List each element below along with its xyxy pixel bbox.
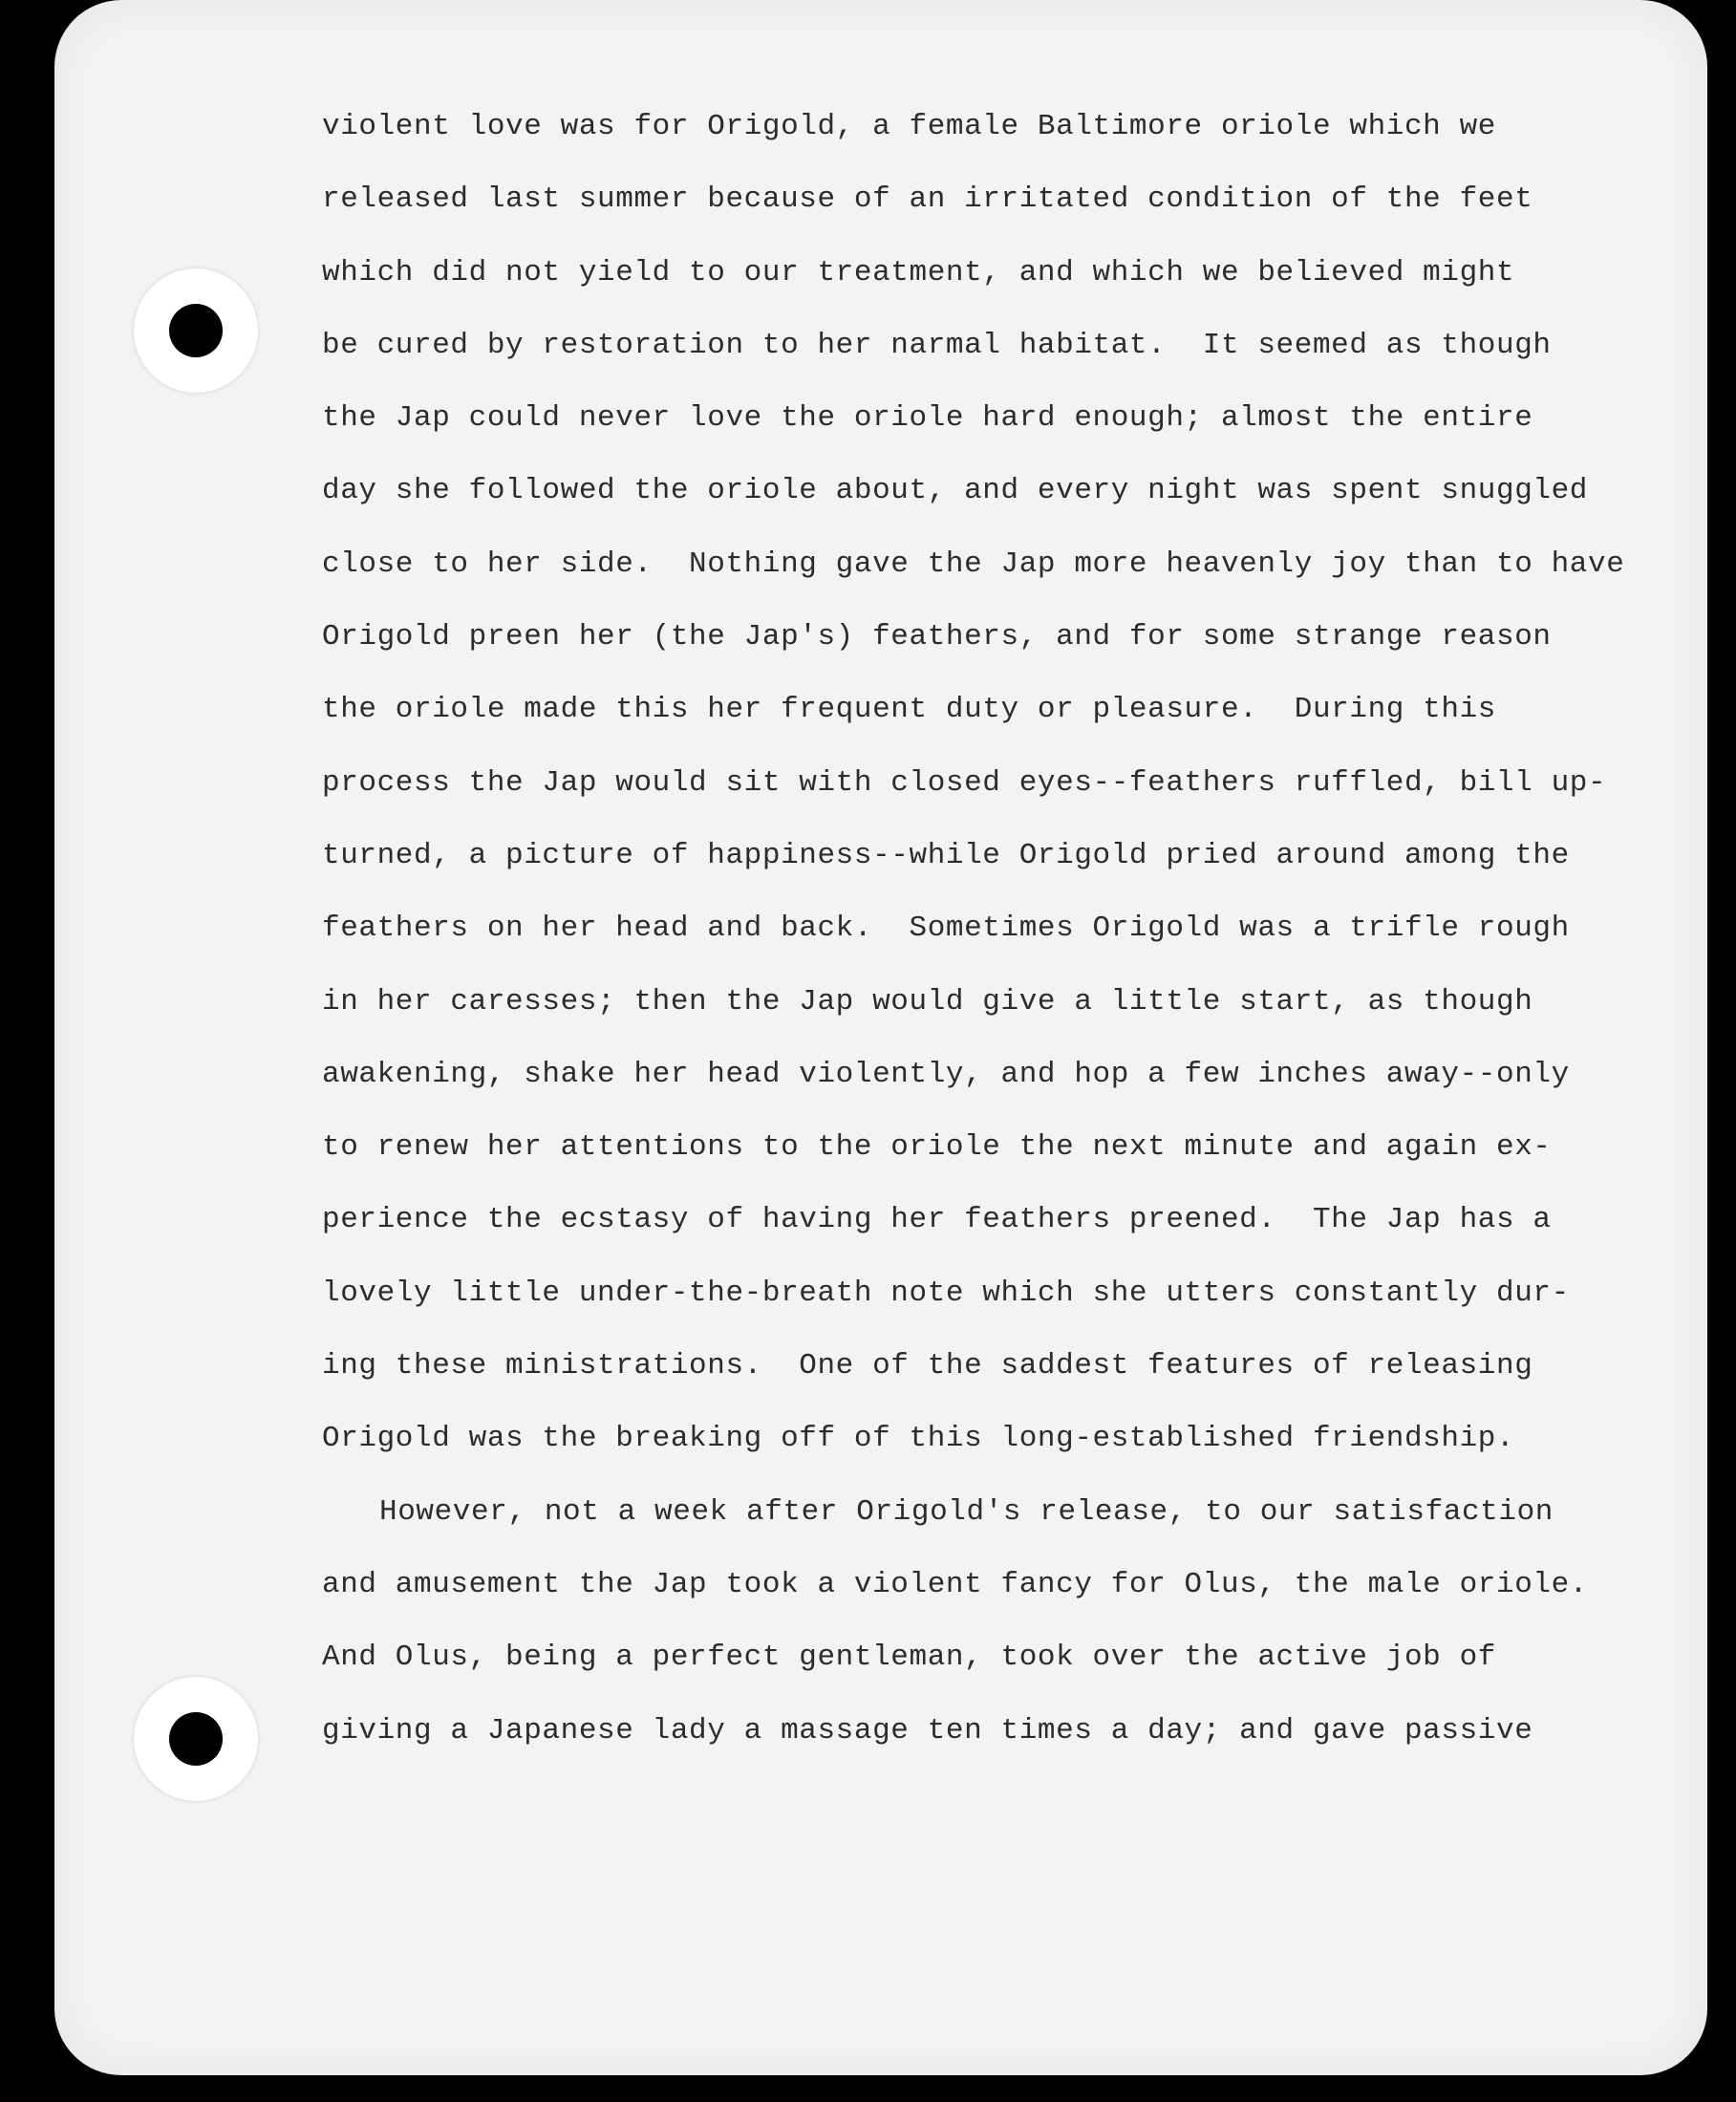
text-line: perience the ecstasy of having her feathers preened. The Jap has a — [322, 1203, 1552, 1237]
text-line: in her caresses; then the Jap would give a little start, as though — [322, 984, 1533, 1019]
text-line: And Olus, being a perfect gentleman, took over the active job of — [322, 1641, 1496, 1675]
text-line: Origold preen her (the Jap's) feathers, and for some strange reason — [322, 620, 1552, 654]
text-line: the oriole made this her frequent duty or pleasure. During this — [322, 693, 1496, 727]
text-line: be cured by restoration to her narmal habitat. It seemed as though — [322, 328, 1552, 362]
text-line: feathers on her head and back. Sometimes Origold was a trifle rough — [322, 912, 1570, 946]
text-line: awakening, shake her head violently, and hop a few inches away--only — [322, 1057, 1570, 1091]
typewritten-text — [322, 91, 1679, 1768]
text-line: Origold was the breaking off of this long-established friendship. — [322, 1422, 1515, 1456]
text-line: released last summer because of an irritated condition of the feet — [322, 182, 1533, 217]
text-line: process the Jap would sit with closed eyes--feathers ruffled, bill up- — [322, 765, 1607, 800]
text-line: giving a Japanese lady a massage ten times a day; and gave passive — [322, 1713, 1533, 1748]
text-line: ing these ministrations. One of the saddest features of releasing — [322, 1349, 1533, 1383]
text-line: and amusement the Jap took a violent fancy for Olus, the male oriole. — [322, 1567, 1589, 1601]
text-line: turned, a picture of happiness--while Origold pried around among the — [322, 838, 1570, 872]
text-line: lovely little under-the-breath note which she utters constantly dur- — [322, 1276, 1570, 1310]
text-line: which did not yield to our treatment, and which we believed might — [322, 255, 1515, 290]
punch-hole-top — [134, 268, 258, 393]
text-line: the Jap could never love the oriole hard enough; almost the entire — [322, 401, 1533, 436]
paragraph-start-line: However, not a week after Origold's release, to our satisfaction — [379, 1494, 1554, 1529]
text-line: close to her side. Nothing gave the Jap more heavenly joy than to have — [322, 547, 1625, 581]
text-line: day she followed the oriole about, and every night was spent snuggled — [322, 474, 1589, 508]
text-line: violent love was for Origold, a female Baltimore oriole which we — [322, 110, 1496, 143]
punch-hole-bottom — [134, 1677, 258, 1801]
text-line: to renew her attentions to the oriole the next minute and again ex- — [322, 1130, 1552, 1165]
